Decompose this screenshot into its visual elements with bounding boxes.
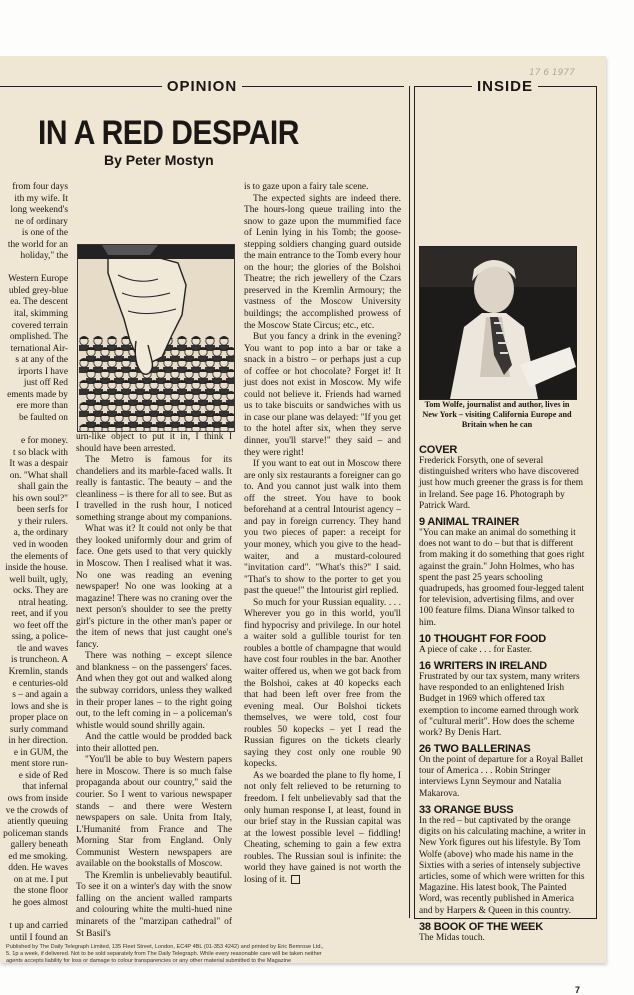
article-paragraph: The expected sights are indeed there. The hours-long queue trailing into the snow to gaze upon the mummified face of Lenin lying in his Tomb; the goose-stepping soldiers changing guard outside the main entrance to the Tomb every hour on the hour; the glories of the Bolshoi Theatre; the rich jewellery of the Czars preserved in the Kremlin Armoury; the vastness of the Moscow University buildings; the accomplished prowess of the Moscow State Circus; etc., etc.	[244, 193, 401, 331]
article-paragraph: ternational Air-	[10, 343, 68, 354]
inside-item-title: 33 ORANGE BUSS	[419, 804, 514, 816]
article-paragraph: ital, skimming	[13, 309, 68, 320]
article-paragraph: proper place on	[9, 713, 68, 724]
inside-item-text: Frederick Forsyth, one of several distinguished writers who have discovered just how much greener the grass is for them in Ireland. See page 16. Photograph by Patrick Ward.	[419, 456, 584, 511]
inside-item	[419, 516, 586, 629]
article-column-1	[0, 182, 68, 944]
article-paragraph: y their rulers.	[17, 516, 68, 527]
article-paragraph: in her direction.	[8, 736, 68, 747]
article-paragraph: shall gain the	[18, 482, 68, 493]
article-paragraph: But you fancy a drink in the evening? You want to pop into a bar or take a snack in a bistro – or perhaps just a cup of coffee or hot chocolate? Forget it! It just does not exist in Moscow. My wife could not believe it. Friends had warned us to take biscuits or sandwiches with us in case our plane was delayed: "If you get to the hotel after six, when they serve dinner, you'll starve!" they said – and they were right!	[244, 332, 401, 458]
pointing-hand-crowd-icon	[78, 245, 234, 431]
opinion-header	[0, 78, 404, 95]
article-paragraph: ve the crowds of	[5, 805, 68, 816]
article-column-2	[76, 432, 232, 940]
article-paragraph: reet, and if you	[11, 609, 68, 620]
article-paragraph: inside the house.	[5, 563, 68, 574]
photo-tom-wolfe	[419, 246, 577, 400]
article-paragraph: the world for an	[7, 239, 68, 250]
article-paragraph: The Kremlin is unbelievably beautiful. To see it on a winter's day with the snow falling on the ancient walled ramparts and colouring white the multi-hued nine minarets of the "marzipan cathedral" of St Basil's	[76, 870, 232, 939]
inside-item-title: COVER	[419, 444, 458, 456]
inside-item-title: 38 BOOK OF THE WEEK	[419, 921, 543, 933]
article-paragraph: just off Red	[23, 378, 68, 389]
inside-item	[419, 804, 586, 917]
footer-line: Published by The Daily Telegraph Limited, 135 Fleet Street, London, EC4P 4BL (01-353 4242) and printed by Eric Bemrose Ltd.,	[6, 944, 324, 950]
article-paragraph: dden. He waves	[8, 863, 68, 874]
article-paragraph: urn-like object to put it in, I think I should have been arrested.	[76, 432, 232, 454]
inside-item	[419, 921, 586, 944]
article-paragraph: until I found an	[9, 932, 68, 943]
inside-item-title: 26 TWO BALLERINAS	[419, 743, 531, 755]
article-paragraph: Kremlin, stands	[8, 666, 68, 677]
article-paragraph: gallery beneath	[10, 840, 68, 851]
inside-item-title: 10 THOUGHT FOR FOOD	[419, 633, 546, 645]
photo-caption: Tom Wolfe, journalist and author, lives in New York – visiting California Europe and Britain when he can	[422, 400, 572, 429]
article-paragraph: ements made by	[7, 389, 68, 400]
article-paragraph	[0, 263, 68, 275]
article-paragraph: So much for your Russian equality. . . . Wherever you go in this world, you'll find hypocrisy and privilege. In our hotel a waiter sold a gullible tourist for ten roubles a bottle of champagne that would have cost four roubles in the bar. Another waiter offered us, when we got back from the Bolshoi, cakes at 40 kopecks each that had been left over free from the evening meal. Our Bolshoi tickets themselves, we were told, cost four roubles 50 kopecks – yet I read the Russian figures on the tickets clearly saying they cost only one rouble 90 kopecks.	[244, 597, 401, 770]
inside-item	[419, 660, 586, 739]
headline: IN A RED DESPAIR	[38, 114, 299, 152]
article-paragraph: is one of the	[21, 228, 68, 239]
article-paragraph: s – and again a	[12, 690, 68, 701]
inside-item	[419, 743, 586, 800]
article-paragraph: be faulted on	[19, 412, 68, 423]
article-paragraph: ows from inside	[7, 793, 68, 804]
article-paragraph: Western Europe	[8, 274, 68, 285]
inside-item-title: 16 WRITERS IN IRELAND	[419, 660, 547, 672]
article-paragraph: "You'll be able to buy Western papers here in Moscow. There is so much false propaganda about our country," said the courier. So I went to various newspaper stands – and there were Western newspapers on sale. Unita from Italy, L'Humanité from France and The Morning Star from England. Only Communist Western newspapers are available on the bookstalls of Moscow.	[76, 755, 232, 870]
article-paragraph: irports I have	[18, 366, 68, 377]
article-paragraph: from four days	[12, 182, 68, 192]
article-paragraph: t so black with	[13, 447, 68, 458]
byline: By Peter Mostyn	[104, 152, 214, 168]
header-rule	[0, 86, 162, 87]
article-paragraph: ved in wooden	[12, 539, 68, 550]
article-paragraph: ere more than	[16, 401, 68, 412]
article-paragraph	[0, 424, 68, 436]
article-paragraph: And the cattle would be prodded back into their allotted pen.	[76, 732, 232, 754]
article-paragraph: holiday," the	[20, 251, 68, 262]
article-paragraph: he goes almost	[12, 897, 68, 908]
article-paragraph: ea. The descent	[10, 297, 68, 308]
article-paragraph: atiently queuing	[7, 817, 68, 828]
footer-line: 5. 1p a week, if delivered. Not to be sold separately from The Daily Telegraph. While every reasonable care will be taken neither	[6, 951, 322, 957]
article-paragraph: The Metro is famous for its chandeliers and its marble-faced walls. It really is fantastic. The beauty – and the cleanliness – is there for all to see. But as I travelled in the rush hour, I noticed something strange about my companions.	[76, 455, 232, 523]
article-paragraph: s at any of the	[15, 355, 68, 366]
article-paragraph: ubled grey-blue	[8, 285, 68, 296]
article-paragraph: been serfs for	[16, 505, 68, 516]
article-paragraph: If you want to eat out in Moscow there are only six restaurants a foreigner can go to. And you cannot just walk into them off the street. You have to book beforehand at a central Intourist agency – and pay in foreign currency. They hand you two pieces of paper: a receipt for your money, which you give to the head-waiter, and a mustard-coloured "invitation card". "What's this?" I said. "That's to show to the porter to get you past the queue!" the Intourist girl replied.	[244, 459, 401, 597]
article-paragraph: e in GUM, the	[13, 747, 68, 758]
article-paragraph: e side of Red	[18, 770, 68, 781]
article-paragraph: lows and she is	[10, 701, 68, 712]
article-paragraph: the elements of	[10, 551, 68, 562]
article-paragraph	[0, 909, 68, 921]
inside-item	[419, 633, 586, 656]
article-paragraph: e centuries-old	[12, 678, 68, 689]
illustration-pointing-hand	[77, 244, 235, 432]
inside-item	[419, 444, 586, 512]
opinion-label: OPINION	[166, 78, 238, 95]
magazine-page	[0, 56, 606, 995]
header-rule	[242, 86, 404, 87]
article-paragraph: ssing, a police-	[11, 632, 68, 643]
column-divider	[409, 86, 410, 918]
article-paragraph: As we boarded the plane to fly home, I not only felt relieved to be returning to freedom. I felt unbelievably sad that the only human response I, at least, found in our brief stay in the Russian capital was at the lowest possible level – fiddling! Cheating, scheming to gain a few extra roubles. The Russian soul is infinite: the world they have gained is not worth the losing of it.	[244, 770, 401, 885]
footer-line: agents accepts liability for loss or damage to colour transparencies or any other material submitted to the Magazine	[6, 958, 292, 964]
article-paragraph: What was it? It could not only be that they looked uniformly dour and grim of face. One gets used to that very quickly in Moscow. Then I realised what it was. No one was reading an evening newspaper! No one was looking at a magazine! There was no craning over the next person's shoulder to see the pretty girl's picture in the other man's paper or the item of news that just caught one's fancy.	[76, 524, 232, 650]
article-paragraph: covered terrain	[11, 320, 68, 331]
article-paragraph: long weekend's	[10, 205, 68, 216]
portrait-photo-icon	[420, 247, 576, 399]
article-paragraph: the stone floor	[13, 886, 68, 897]
article-paragraph: ed me smoking.	[8, 851, 68, 862]
inside-item-text: Frustrated by our tax system, many writers have responded to an enlightened Irish Budget in 1969 which offered tax exemption to income earned through work of "cultural merit". How does the scheme work? By Denis Hart.	[419, 672, 580, 739]
article-paragraph: tle and waves	[16, 643, 68, 654]
article-paragraph: omplished. The	[9, 332, 68, 343]
article-paragraph: t up and carried	[9, 921, 68, 931]
article-paragraph: ne of ordinary	[14, 216, 68, 227]
article-paragraph: It was a despair	[9, 459, 68, 470]
article-paragraph: that infernal	[22, 782, 68, 793]
end-of-article-mark-icon	[291, 875, 300, 884]
article-paragraph: ment store run-	[10, 759, 68, 770]
publisher-footer	[6, 944, 406, 965]
article-paragraph: surly command	[9, 724, 68, 735]
handwritten-date: 17 6 1977	[529, 68, 575, 78]
article-paragraph: on at me. I put	[13, 874, 68, 885]
page-number: 7	[575, 985, 581, 995]
article-paragraph: on. "What shall	[9, 470, 68, 481]
article-paragraph: his own soul?"	[12, 493, 68, 504]
article-paragraph: is truncheon. A	[10, 655, 68, 666]
article-paragraph: ocks. They are	[13, 586, 68, 597]
article-column-3	[244, 182, 401, 886]
inside-label: INSIDE	[477, 78, 534, 95]
article-paragraph: policeman stands	[3, 828, 68, 839]
article-paragraph: There was nothing – except silence and blankness – on the passengers' faces. And when they got out and walked along the subway corridors, unless they walked in their proper lanes – to the right going out, to the left coming in – a policeman's whistle would sound shrilly again.	[76, 651, 232, 731]
article-paragraph: a, the ordinary	[13, 528, 68, 539]
inside-item-text: "You can make an animal do something it does not want to do – but that is different from making it do something that goes right against the grain." John Holmes, who has spent the past 25 years schooling quadrupeds, has groomed four-legged talent for television, advertising films, and over 100 feature films. Diana Winsor talked to him.	[419, 528, 585, 628]
article-paragraph: wo feet off the	[13, 620, 68, 631]
inside-item-text: In the red – but captivated by the orange digits on his calculating machine, a writer in New York figures out his lifestyle. By Tom Wolfe (above) who made his name in the Sixties with a series of intensely subjective articles, some of which were written for this Magazine. His latest book, The Painted Word, was recently published in America and by Harpers & Queen in this country.	[419, 816, 586, 916]
inside-item-text: A piece of cake . . . for Easter.	[419, 645, 532, 655]
article-paragraph: ith my wife. It	[14, 193, 68, 204]
article-paragraph: ntral heating.	[18, 597, 68, 608]
inside-item-title: 9 ANIMAL TRAINER	[419, 516, 520, 528]
inside-item-text: On the point of departure for a Royal Ballet tour of America . . . Robin Stringer interviews Lynn Seymour and Natalia Makarova.	[419, 755, 584, 799]
article-paragraph: well built, ugly,	[9, 574, 68, 585]
article-paragraph: e for money.	[20, 436, 68, 447]
inside-item-text: The Midas touch.	[419, 933, 485, 943]
article-paragraph: is to gaze upon a fairy tale scene.	[244, 182, 369, 192]
